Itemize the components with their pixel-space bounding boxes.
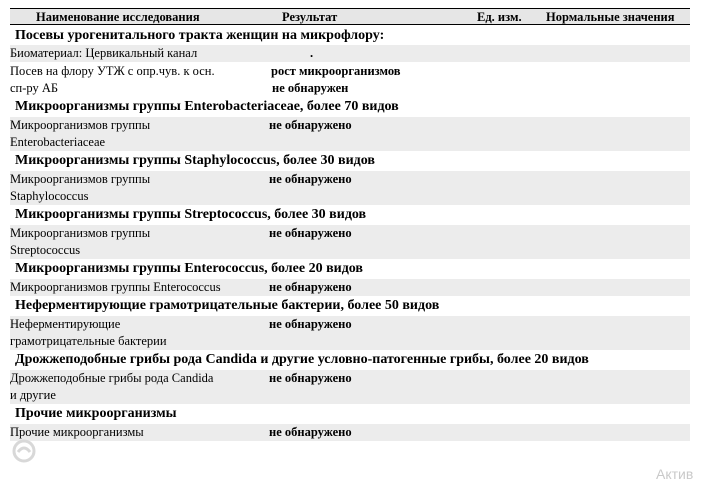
row-result: рост микроорганизмов [271, 64, 401, 78]
section-title: Микроорганизмы группы Staphylococcus, более 30 видов [15, 153, 375, 168]
row-result: . [310, 46, 314, 60]
row-name: Staphylococcus [10, 189, 89, 203]
table-row [10, 370, 690, 404]
section-title: Микроорганизмы группы Streptococcus, более 30 видов [15, 207, 367, 222]
header-unit: Ед. изм. [477, 10, 522, 24]
section-title: Дрожжеподобные грибы рода Candida и другие условно-патогенные грибы, более 20 видов [15, 352, 589, 367]
header-name: Наименование исследования [36, 10, 200, 24]
header-norm: Нормальные значения [546, 10, 675, 24]
row-name: Enterobacteriaceae [10, 135, 106, 149]
row-name: и другие [10, 388, 56, 402]
row-result: не обнаружено [269, 280, 352, 294]
row-name: Streptococcus [10, 243, 81, 257]
row-name: Биоматериал: Цервикальный канал [10, 46, 198, 60]
table-row [10, 63, 690, 97]
row-name: Микроорганизмов группы [10, 172, 151, 186]
row-name: сп-ру АБ [10, 81, 59, 95]
row-name: Дрожжеподобные грибы рода Candida [10, 371, 214, 385]
table-row [10, 45, 690, 62]
table-row [10, 225, 690, 259]
table-row [10, 171, 690, 205]
row-name: Микроорганизмов группы Enterococcus [10, 280, 221, 294]
section-title: Посевы урогенитального тракта женщин на микрофлору: [15, 28, 385, 43]
row-name: грамотрицательные бактерии [10, 334, 167, 348]
lab-logo-icon [10, 438, 38, 464]
row-result: не обнаружено [269, 425, 352, 439]
row-name: Микроорганизмов группы [10, 226, 151, 240]
row-result: не обнаружено [269, 317, 352, 331]
section-title: Микроорганизмы группы Enterococcus, более 20 видов [15, 261, 363, 276]
header-result: Результат [282, 10, 338, 24]
table-row [10, 424, 690, 441]
table-row [10, 316, 690, 350]
table-row [10, 279, 690, 296]
row-name: Неферментирующие [10, 317, 121, 331]
table-row [10, 117, 690, 151]
row-result: не обнаружено [269, 226, 352, 240]
row-name: Микроорганизмов группы [10, 118, 151, 132]
row-result: не обнаружен [272, 81, 349, 95]
table-header [10, 8, 690, 25]
row-result: не обнаружено [269, 118, 352, 132]
section-title: Неферментирующие грамотрицательные бактерии, более 50 видов [15, 298, 440, 313]
row-result: не обнаружено [269, 172, 352, 186]
row-name: Прочие микроорганизмы [10, 425, 144, 439]
activation-watermark: Актив [656, 466, 694, 482]
section-title: Прочие микроорганизмы [15, 406, 177, 421]
row-name: Посев на флору УТЖ с опр.чув. к осн. [10, 64, 215, 78]
section-title: Микроорганизмы группы Enterobacteriaceae, более 70 видов [15, 99, 399, 114]
row-result: не обнаружено [269, 371, 352, 385]
